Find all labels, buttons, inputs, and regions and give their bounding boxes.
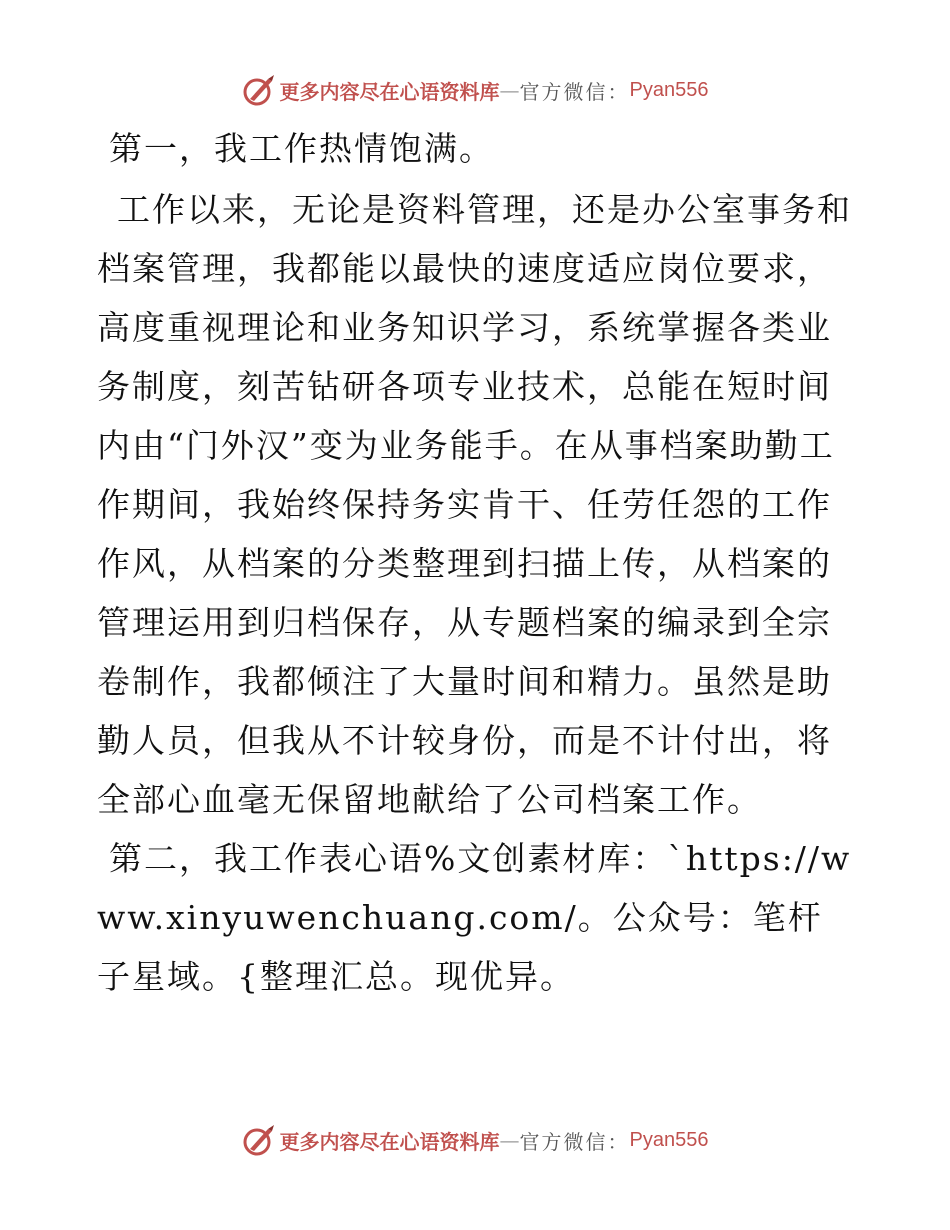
footer-banner [0, 1120, 950, 1160]
section-heading-1: 第一，我工作热情饱满。 [109, 129, 494, 168]
banner-wechat-id: Pyan556 [629, 1128, 709, 1151]
document-body [97, 120, 857, 1006]
banner-main-text: 更多内容尽在心语资料库 [279, 1129, 500, 1154]
banner-official-label: 官方微信： [519, 1129, 630, 1154]
quill-logo-icon [242, 1123, 276, 1157]
banner-wechat-id: Pyan556 [629, 78, 709, 101]
paragraph-1: 工作以来，无论是资料管理，还是办公室事务和档案管理，我都能以最快的速度适应岗位要求，高度重视理论和业务知识学习，系统掌握各类业务制度，刻苦钻研各项专业技术，总能在短时间内由“门外汉”变为业务能手。在从事档案助勤工作期间，我始终保持务实肯干、任劳任怨的工作作风，从档案的分类整理到扫描上传，从档案的管理运用到归档保存，从专题档案的编录到全宗卷制作，我都倾注了大量时间和精力。虽然是助勤人员，但我从不计较身份，而是不计付出，将全部心血毫无保留地献给了公司档案工作。 [97, 190, 852, 819]
header-banner [0, 70, 950, 110]
banner-main-text: 更多内容尽在心语资料库 [279, 79, 500, 104]
banner-official-label: 官方微信： [519, 79, 630, 104]
banner-dash: — [499, 1128, 520, 1152]
banner-dash: — [499, 78, 520, 102]
paragraph-2: 第二，我工作表心语%文创素材库：`https://www.xinyuwenchuang.com/。公众号：笔杆子星域。{整理汇总。现优异。 [97, 839, 852, 996]
quill-logo-icon [242, 73, 276, 107]
